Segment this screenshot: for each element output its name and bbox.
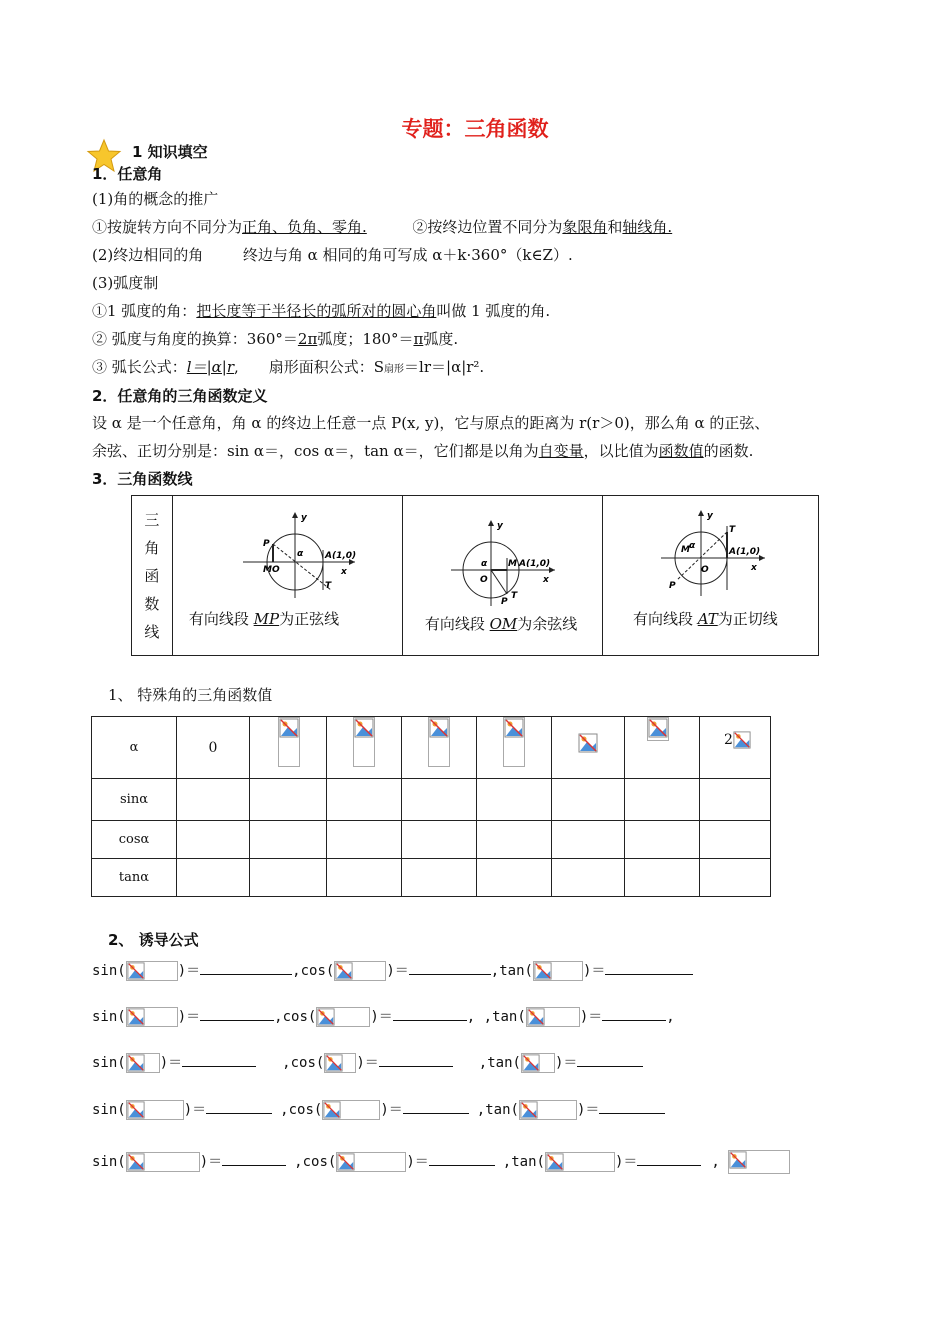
text-span: 和 <box>607 218 623 236</box>
func-name: sin <box>92 1055 118 1071</box>
func-name: sin <box>92 1102 118 1118</box>
broken-image-icon <box>325 1054 343 1072</box>
sine-line-diagram <box>243 510 363 598</box>
header-cell <box>552 717 625 779</box>
caption-text: 为正切线 <box>717 610 778 628</box>
answer-text: 自变量 <box>538 442 584 460</box>
sep: , <box>666 1009 675 1025</box>
text-span: (2)终边相同的角 <box>92 246 204 264</box>
header-value <box>724 731 751 749</box>
broken-image-icon <box>504 718 524 738</box>
func-name: cos <box>300 963 326 979</box>
answer-text: 2π <box>297 330 318 348</box>
text-span: 终边与角 α 相同的角可写成 α＋k·360°（k∈Z）. <box>242 246 573 264</box>
point-label: T <box>510 591 517 601</box>
header-cell <box>477 717 552 779</box>
answer-blank[interactable] <box>379 1052 453 1067</box>
text-span: ② 弧度与角度的换算：360°＝ <box>92 330 298 348</box>
formula-row: sin( )＝ ,cos( )＝ , ,tan( )＝ , <box>92 1006 675 1027</box>
answer-cell[interactable] <box>552 859 625 897</box>
broken-image-icon <box>323 1101 341 1119</box>
eq-sign: ＝ <box>364 1055 379 1071</box>
image-placeholder <box>545 1152 615 1172</box>
image-placeholder <box>126 1007 178 1027</box>
image-placeholder <box>353 717 375 767</box>
axis-label: x <box>750 563 757 573</box>
point-label: MO <box>262 565 280 575</box>
answer-blank[interactable] <box>200 960 292 975</box>
func-name: sin <box>92 1009 118 1025</box>
text-line <box>92 244 573 265</box>
answer-cell[interactable] <box>402 779 477 821</box>
text-span: ①1 弧度的角： <box>92 302 197 320</box>
text-span: ③ 弧长公式： <box>92 358 187 376</box>
caption <box>425 613 577 634</box>
sub-heading-1: 1．任意角 <box>92 165 163 183</box>
eq-sign: ＝ <box>394 963 409 979</box>
answer-text: 正角、负角、零角. <box>242 218 367 236</box>
answer-cell[interactable] <box>700 779 771 821</box>
answer-blank[interactable] <box>206 1099 272 1114</box>
caption-segment: AT <box>697 610 718 628</box>
text-span: 弧度. <box>423 330 459 348</box>
sep: , , <box>466 1009 493 1025</box>
text-span: ①按旋转方向不同分为 <box>92 218 243 236</box>
caption-text: 为正弦线 <box>279 610 340 628</box>
image-placeholder <box>334 961 386 981</box>
trig-line-table <box>131 495 819 656</box>
answer-cell[interactable] <box>625 821 700 859</box>
sub-heading-2: 2．任意角的三角函数定义 <box>92 387 268 405</box>
answer-text: l＝|α|r <box>186 358 234 376</box>
image-placeholder <box>519 1100 577 1120</box>
subscript: 扇形 <box>384 364 405 375</box>
angle-label: α <box>296 549 304 559</box>
answer-blank[interactable] <box>577 1052 643 1067</box>
image-placeholder <box>316 1007 370 1027</box>
answer-blank[interactable] <box>200 1006 274 1021</box>
answer-cell[interactable] <box>327 821 402 859</box>
caption-text: 有向线段 <box>632 610 698 628</box>
row-label: sinα <box>92 779 177 821</box>
text-span: ②按终边位置不同分为 <box>412 218 563 236</box>
sep: , <box>282 1055 291 1071</box>
func-name: tan <box>485 1102 511 1118</box>
point-label: M <box>680 545 690 555</box>
image-placeholder <box>647 717 669 741</box>
answer-text: 函数值 <box>658 442 704 460</box>
func-name: tan <box>492 1009 518 1025</box>
broken-image-icon <box>546 1153 564 1171</box>
sep: , <box>711 1154 720 1170</box>
sep: , <box>502 1154 512 1170</box>
answer-cell[interactable] <box>177 779 250 821</box>
image-placeholder <box>126 1152 200 1172</box>
answer-blank[interactable] <box>637 1151 701 1166</box>
eq-sign: ＝ <box>623 1154 638 1170</box>
axis-label: y <box>300 513 307 523</box>
image-placeholder <box>578 733 598 753</box>
answer-cell[interactable] <box>327 779 402 821</box>
broken-image-icon <box>733 731 751 749</box>
answer-text: 轴线角. <box>622 218 673 236</box>
text-line: (3)弧度制 <box>92 274 159 292</box>
broken-image-icon <box>337 1153 355 1171</box>
caption <box>633 608 778 629</box>
row-header-char: 角 <box>144 539 160 557</box>
func-name: cos <box>282 1009 308 1025</box>
caption <box>189 608 339 629</box>
page-title: 专题：三角函数 <box>401 117 549 141</box>
sep: , <box>490 963 500 979</box>
point-label: O <box>479 575 488 585</box>
text-line <box>92 440 753 461</box>
answer-cell[interactable] <box>700 821 771 859</box>
caption-text: 为余弦线 <box>517 615 578 633</box>
tangent-line-diagram <box>661 508 771 598</box>
formula-row: sin( )＝ ,cos( )＝ ,tan( )＝ , <box>92 1150 790 1174</box>
func-name: sin <box>92 1154 118 1170</box>
answer-cell[interactable] <box>552 821 625 859</box>
answer-blank[interactable] <box>403 1099 469 1114</box>
image-placeholder <box>526 1007 580 1027</box>
image-placeholder <box>533 961 583 981</box>
answer-blank[interactable] <box>429 1151 495 1166</box>
eq-sign: ＝ <box>208 1154 223 1170</box>
image-placeholder <box>322 1100 380 1120</box>
func-name: cos <box>290 1055 316 1071</box>
broken-image-icon <box>335 962 353 980</box>
text-line <box>92 328 458 349</box>
point-label: M <box>507 559 517 569</box>
text-span: ＝lr＝|α|r². <box>404 358 485 376</box>
image-placeholder <box>503 717 525 767</box>
answer-cell[interactable] <box>177 859 250 897</box>
eq-sign: ＝ <box>168 1055 183 1071</box>
point-label: P <box>262 539 270 549</box>
point-label: P <box>668 581 676 591</box>
broken-image-icon <box>317 1008 335 1026</box>
answer-cell[interactable] <box>402 821 477 859</box>
axis-label: x <box>340 567 347 577</box>
point-label: T <box>728 525 736 535</box>
answer-cell[interactable] <box>552 779 625 821</box>
header-cell: 0 <box>177 717 250 779</box>
func-name: cos <box>288 1102 314 1118</box>
answer-cell[interactable] <box>250 779 327 821</box>
eq-sign: ＝ <box>186 963 201 979</box>
axis-label: x <box>542 575 549 585</box>
caption-text: 有向线段 <box>188 610 254 628</box>
angle-label: α <box>688 541 696 551</box>
sep: , <box>280 1102 289 1118</box>
image-placeholder <box>428 717 450 767</box>
eq-sign: ＝ <box>388 1102 403 1118</box>
sep: , <box>476 1102 486 1118</box>
point-label: A(1,0) <box>324 551 357 561</box>
answer-blank[interactable] <box>393 1006 467 1021</box>
text-span: 余弦、正切分别是：sin α＝，cos α＝，tan α＝，它们都是以角为 <box>92 442 539 460</box>
row-label: cosα <box>92 821 177 859</box>
image-placeholder <box>521 1053 555 1073</box>
broken-image-icon <box>127 1008 145 1026</box>
image-placeholder <box>728 1150 790 1174</box>
answer-cell[interactable] <box>402 859 477 897</box>
header-cell <box>402 717 477 779</box>
eq-sign: ＝ <box>186 1009 201 1025</box>
row-header-char: 数 <box>144 595 160 613</box>
formula-row: sin( )＝ ,cos( )＝ ,tan( )＝ <box>92 1052 643 1073</box>
sub-heading-3: 3．三角函数线 <box>92 470 193 488</box>
formula-row: sin( )＝ ,cos( )＝ ,tan( )＝ <box>92 1099 665 1120</box>
answer-blank[interactable] <box>605 960 693 975</box>
sep: , <box>478 1055 488 1071</box>
broken-image-icon <box>127 962 145 980</box>
row-label: tanα <box>92 859 177 897</box>
sep: , <box>294 1154 303 1170</box>
broken-image-icon <box>578 733 598 753</box>
header-cell <box>250 717 327 779</box>
cosine-line-diagram <box>451 518 561 608</box>
header-cell: α <box>92 717 177 779</box>
image-placeholder <box>126 1100 184 1120</box>
special-angles-table <box>91 716 771 897</box>
broken-image-icon <box>127 1153 145 1171</box>
answer-cell[interactable] <box>250 859 327 897</box>
broken-image-icon <box>127 1054 145 1072</box>
broken-image-icon <box>279 718 299 738</box>
eq-sign: ＝ <box>378 1009 393 1025</box>
point-label: O <box>700 565 709 575</box>
broken-image-icon <box>429 718 449 738</box>
answer-cell[interactable] <box>477 859 552 897</box>
eq-sign: ＝ <box>563 1055 578 1071</box>
broken-image-icon <box>534 962 552 980</box>
row-header-char: 函 <box>144 567 160 585</box>
answer-cell[interactable] <box>625 859 700 897</box>
eq-sign: ＝ <box>588 1009 603 1025</box>
answer-blank[interactable] <box>222 1151 286 1166</box>
answer-blank[interactable] <box>182 1052 256 1067</box>
answer-blank[interactable] <box>602 1006 666 1021</box>
func-name: sin <box>92 963 118 979</box>
eq-sign: ＝ <box>591 963 606 979</box>
tangent-line-cell <box>602 496 818 656</box>
text-line: 设 α 是一个任意角，角 α 的终边上任意一点 P(x, y)，它与原点的距离为 r(r＞0)，那么角 α 的正弦、 <box>92 414 770 432</box>
header-cell <box>625 717 700 779</box>
image-placeholder <box>278 717 300 767</box>
answer-blank[interactable] <box>599 1099 665 1114</box>
broken-image-icon <box>520 1101 538 1119</box>
image-placeholder <box>126 961 178 981</box>
induction-title: 2、 诱导公式 <box>108 931 199 949</box>
sine-line-cell <box>172 496 402 656</box>
text-span: 叫做 1 弧度的角. <box>436 302 551 320</box>
broken-image-icon <box>354 718 374 738</box>
row-header-char: 线 <box>144 623 160 641</box>
text-span: ，以比值为 <box>583 442 659 460</box>
answer-cell[interactable] <box>250 821 327 859</box>
broken-image-icon <box>527 1008 545 1026</box>
func-name: tan <box>499 963 525 979</box>
point-label: A(1,0) <box>518 559 550 569</box>
caption-segment: OM <box>489 615 518 633</box>
answer-cell[interactable] <box>477 779 552 821</box>
image-placeholder <box>324 1053 356 1073</box>
header-cell <box>327 717 402 779</box>
broken-image-icon <box>127 1101 145 1119</box>
answer-text: π <box>413 330 424 348</box>
answer-cell[interactable] <box>477 821 552 859</box>
axis-label: y <box>496 521 503 531</box>
caption-segment: MP <box>253 610 280 628</box>
broken-image-icon <box>729 1151 747 1169</box>
text-span: 弧度；180°＝ <box>317 330 414 348</box>
coefficient: 2 <box>724 732 733 748</box>
eq-sign: ＝ <box>585 1102 600 1118</box>
func-name: tan <box>511 1154 537 1170</box>
image-placeholder <box>126 1053 160 1073</box>
eq-sign: ＝ <box>192 1102 207 1118</box>
sep: , <box>292 963 301 979</box>
broken-image-icon <box>522 1054 540 1072</box>
answer-cell[interactable] <box>700 859 771 897</box>
row-header-cell <box>132 496 173 656</box>
text-line <box>92 300 550 321</box>
answer-cell[interactable] <box>177 821 250 859</box>
text-line <box>92 356 484 377</box>
point-label: P <box>500 597 508 607</box>
image-placeholder <box>336 1152 406 1172</box>
sep: , <box>274 1009 283 1025</box>
section-heading: 1 知识填空 <box>132 143 208 161</box>
point-label: A(1,0) <box>728 547 761 557</box>
answer-cell[interactable] <box>327 859 402 897</box>
func-name: cos <box>302 1154 328 1170</box>
text-line <box>92 216 672 237</box>
answer-blank[interactable] <box>409 960 491 975</box>
answer-text: 象限角 <box>562 218 608 236</box>
func-name: tan <box>487 1055 513 1071</box>
row-header-char: 三 <box>144 511 160 529</box>
answer-cell[interactable] <box>625 779 700 821</box>
caption-text: 有向线段 <box>424 615 490 633</box>
text-span: , 扇形面积公式：S <box>234 358 385 376</box>
answer-text: 把长度等于半径长的弧所对的圆心角 <box>196 302 437 320</box>
broken-image-icon <box>648 718 668 738</box>
formula-row: sin( )＝ ,cos( )＝ ,tan( )＝ <box>92 960 693 981</box>
angle-label: α <box>480 559 488 569</box>
axis-label: y <box>706 511 713 521</box>
text-span: 的函数. <box>703 442 754 460</box>
text-line: (1)角的概念的推广 <box>92 190 219 208</box>
eq-sign: ＝ <box>414 1154 429 1170</box>
point-label: T <box>324 581 332 591</box>
special-angles-title: 1、 特殊角的三角函数值 <box>108 686 273 704</box>
cosine-line-cell <box>402 496 602 656</box>
header-cell <box>700 717 771 779</box>
